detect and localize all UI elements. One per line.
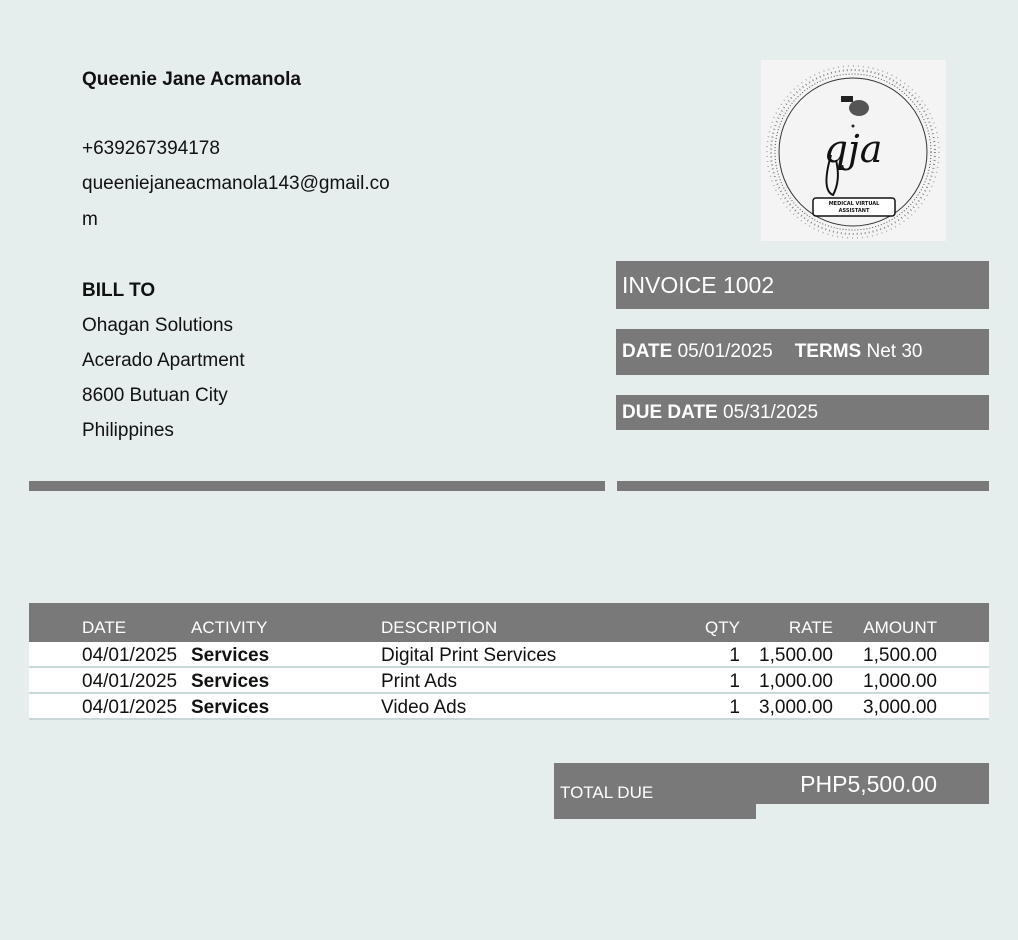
invoice-title-bar <box>616 261 989 309</box>
row-qty: 1 <box>729 697 740 718</box>
total-due-label: TOTAL DUE <box>560 783 654 802</box>
sender-email-continued: m <box>82 209 98 230</box>
row-description: Video Ads <box>381 697 467 718</box>
row-date: 04/01/2025 <box>82 671 178 692</box>
company-logo <box>761 60 946 241</box>
row-rate: 1,000.00 <box>759 671 833 692</box>
row-description: Digital Print Services <box>381 645 557 666</box>
row-description: Print Ads <box>381 671 458 692</box>
due-date-value: 05/31/2025 <box>723 401 819 423</box>
row-activity: Services <box>191 697 270 718</box>
sender-email: queeniejaneacmanola143@gmail.co <box>82 173 390 194</box>
bill-to-label: BILL TO <box>82 280 156 301</box>
row-qty: 1 <box>729 671 740 692</box>
header-qty: QTY <box>705 618 740 637</box>
date-label: DATE <box>622 341 673 362</box>
row-amount: 3,000.00 <box>863 697 937 718</box>
svg-text:MEDICAL VIRTUAL: MEDICAL VIRTUAL <box>828 201 880 207</box>
terms-value: Net 30 <box>866 341 923 362</box>
row-amount: 1,000.00 <box>863 671 937 692</box>
divider-left <box>29 481 605 491</box>
header-date: DATE <box>82 618 127 637</box>
terms-label: TERMS <box>794 341 862 362</box>
bill-to-address: Acerado Apartment <box>82 350 245 371</box>
due-date-bar <box>616 395 989 430</box>
line-items-table <box>29 603 989 720</box>
total-due-label-box <box>554 763 756 819</box>
row-date: 04/01/2025 <box>82 645 178 666</box>
sender-phone: +639267394178 <box>82 138 220 159</box>
table-row <box>29 668 989 694</box>
logo-monogram: qja <box>823 127 883 171</box>
invoice-date-bar <box>616 329 989 375</box>
table-row <box>29 642 989 668</box>
bill-to-company: Ohagan Solutions <box>82 315 234 336</box>
row-date: 04/01/2025 <box>82 697 178 718</box>
row-rate: 3,000.00 <box>759 697 833 718</box>
row-activity: Services <box>191 671 270 692</box>
header-rate: RATE <box>788 618 833 637</box>
table-header <box>29 603 989 642</box>
header-amount: AMOUNT <box>863 618 937 637</box>
row-amount: 1,500.00 <box>863 645 937 666</box>
bill-to-city: 8600 Butuan City <box>82 385 228 406</box>
total-due-value-box <box>756 763 989 804</box>
due-date-label: DUE DATE <box>622 401 718 423</box>
header-description: DESCRIPTION <box>381 618 498 637</box>
total-due-value: PHP5,500.00 <box>800 771 937 797</box>
row-activity: Services <box>191 645 270 666</box>
table-row <box>29 694 989 720</box>
sender-name: Queenie Jane Acmanola <box>82 69 301 90</box>
svg-text:ASSISTANT: ASSISTANT <box>838 208 870 214</box>
row-rate: 1,500.00 <box>759 645 833 666</box>
invoice-title: INVOICE 1002 <box>622 271 775 298</box>
header-activity: ACTIVITY <box>191 618 268 637</box>
row-qty: 1 <box>729 645 740 666</box>
bill-to-country: Philippines <box>82 420 174 441</box>
divider-right <box>617 481 989 491</box>
date-value: 05/01/2025 <box>677 341 773 362</box>
